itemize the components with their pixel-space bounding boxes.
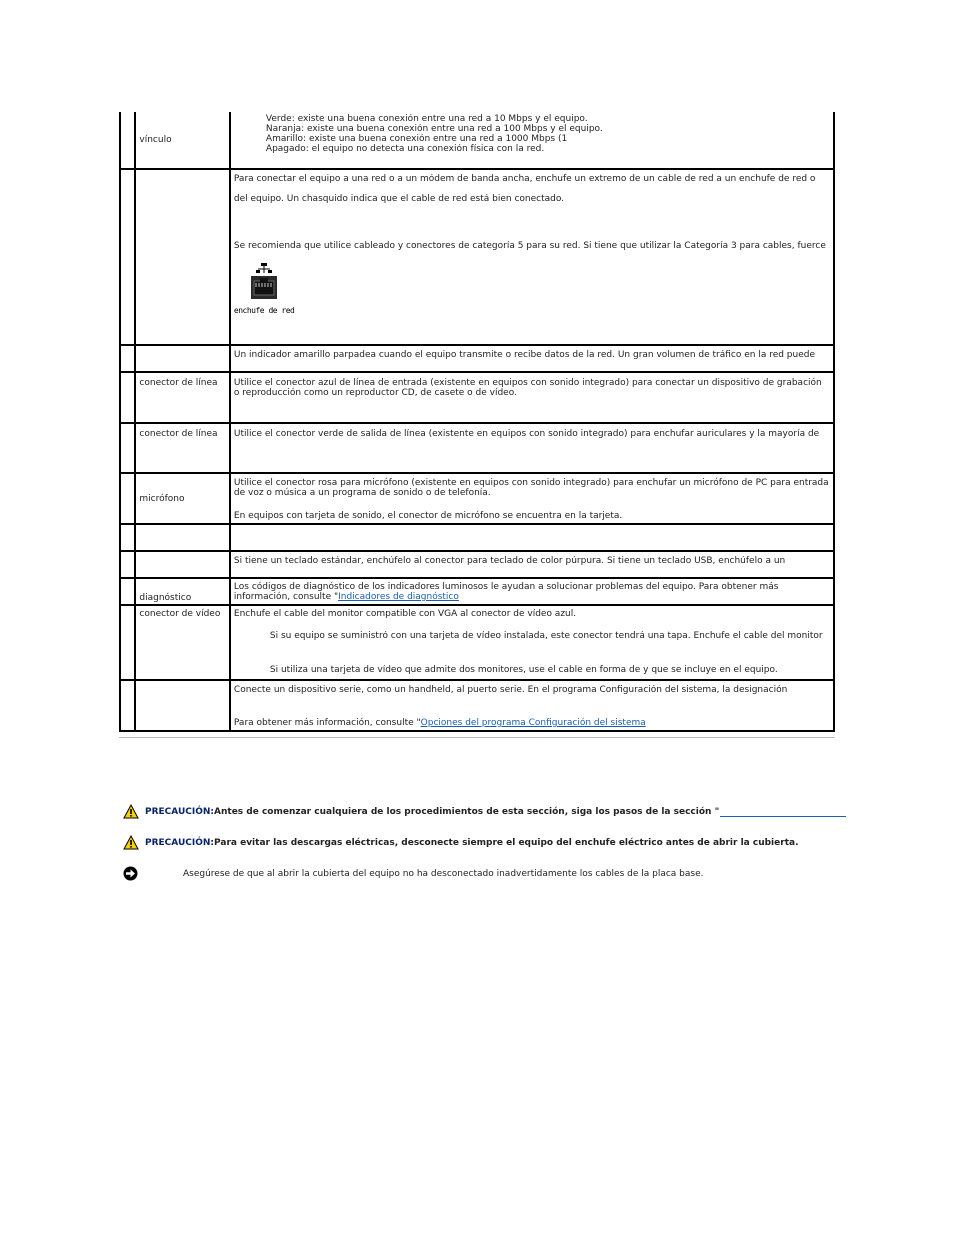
network-jack-caption: enchufe de red <box>233 306 295 315</box>
caution-text: Para evitar las descargas eléctricas, desconecte siempre el equipo del enchufe eléctrico antes de abrir la cubierta. <box>214 837 799 848</box>
row-desc-cell <box>230 345 834 372</box>
paragraph: Enchufe el cable del monitor compatible con VGA al conector de vídeo azul. <box>233 609 577 619</box>
connector-name: conector de línea <box>139 429 218 439</box>
table-row <box>120 524 834 551</box>
row-desc-cell <box>230 423 834 473</box>
list-item: Naranja: existe una buena conexión entre una red a 100 Mbps y el equipo. <box>265 124 603 134</box>
row-name-cell <box>135 524 230 551</box>
paragraph: Utilice el conector azul de línea de entrada (existente en equipos con sonido integrado) para conectar un dispositivo de grabación o reproducción como un reproductor CD, de casete o de vídeo. <box>233 378 822 398</box>
paragraph: Se recomienda que utilice cableado y conectores de categoría 5 para su red. Si tiene que utilizar la Categoría 3 para cables, fuerce <box>233 241 826 251</box>
note-paragraph: Si su equipo se suministró con una tarjeta de vídeo instalada, este conector tendrá una tapa. Enchufe el cable del monitor <box>269 631 823 641</box>
row-number-cell <box>120 169 135 345</box>
caution-text: Antes de comenzar cualquiera de los procedimientos de esta sección, siga los pasos de la sección " <box>214 806 720 817</box>
row-desc-cell <box>230 605 834 680</box>
row-number-cell <box>120 524 135 551</box>
system-setup-options-link[interactable]: Opciones del programa Configuración del sistema <box>420 718 646 728</box>
table-row <box>120 112 834 169</box>
caution-label: PRECAUCIÓN: <box>145 806 215 817</box>
row-name-cell <box>135 372 230 423</box>
table-row <box>120 169 834 345</box>
table-row <box>120 423 834 473</box>
row-number-cell <box>120 372 135 423</box>
list-item: Apagado: el equipo no detecta una conexión física con la red. <box>265 144 545 154</box>
table-row <box>120 551 834 578</box>
table-row <box>120 345 834 372</box>
paragraph: Si tiene un teclado estándar, enchúfelo al conector para teclado de color púrpura. Si tiene un teclado USB, enchúfelo a un <box>233 556 786 566</box>
paragraph: del equipo. Un chasquido indica que el cable de red está bien conectado. <box>233 194 565 204</box>
connector-name: conector de vídeo <box>139 609 221 619</box>
row-number-cell <box>120 473 135 524</box>
row-name-cell <box>135 169 230 345</box>
row-desc-cell <box>230 169 834 345</box>
paragraph: Conecte un dispositivo serie, como un handheld, al puerto serie. En el programa Configuración del sistema, la designación <box>233 685 788 695</box>
row-name-cell <box>135 605 230 680</box>
section-reference-link[interactable] <box>720 807 846 817</box>
row-number-cell <box>120 605 135 680</box>
paragraph: Un indicador amarillo parpadea cuando el equipo transmite o recibe datos de la red. Un gran volumen de tráfico en la red puede <box>233 350 816 360</box>
row-desc-cell <box>230 680 834 731</box>
paragraph: Para obtener más información, consulte " <box>233 718 421 728</box>
row-name-cell <box>135 423 230 473</box>
row-name-cell <box>135 345 230 372</box>
row-desc-cell <box>230 578 834 605</box>
list-item: Verde: existe una buena conexión entre una red a 10 Mbps y el equipo. <box>265 114 588 124</box>
caution-label: PRECAUCIÓN: <box>145 837 215 848</box>
link-status-list <box>234 114 830 154</box>
connector-name: diagnóstico <box>139 593 192 603</box>
caution-notice-2 <box>123 835 798 850</box>
row-desc-cell <box>230 112 834 169</box>
connector-name: micrófono <box>139 493 185 504</box>
row-desc-cell <box>230 551 834 578</box>
network-jack-figure <box>234 263 830 316</box>
paragraph: Utilice el conector verde de salida de línea (existente en equipos con sonido integrado) para enchufar auriculares y la mayoría de <box>233 429 820 439</box>
list-item: Amarillo: existe una buena conexión entre una red a 1000 Mbps (1 <box>265 134 568 144</box>
row-name-cell <box>135 680 230 731</box>
warning-triangle-icon <box>123 804 139 819</box>
table-row <box>120 605 834 680</box>
row-number-cell <box>120 423 135 473</box>
table-row <box>120 578 834 605</box>
connector-name: vínculo <box>139 135 172 145</box>
row-name-cell <box>135 473 230 524</box>
row-name-cell <box>135 551 230 578</box>
paragraph: En equipos con tarjeta de sonido, el conector de micrófono se encuentra en la tarjeta. <box>233 511 623 521</box>
row-name-cell <box>135 112 230 169</box>
row-number-cell <box>120 551 135 578</box>
row-desc-cell <box>230 524 834 551</box>
row-desc-cell <box>230 473 834 524</box>
notice-message <box>123 866 703 881</box>
row-number-cell <box>120 112 135 169</box>
row-number-cell <box>120 578 135 605</box>
table-row <box>120 372 834 423</box>
paragraph: Utilice el conector rosa para micrófono (existente en equipos con sonido integrado) para enchufar un micrófono de PC para entrada de voz o música a un programa de sonido o de telefonía. <box>233 478 829 498</box>
horizontal-divider <box>119 737 835 738</box>
warning-triangle-icon <box>123 835 139 850</box>
caution-notice-1 <box>123 804 846 819</box>
row-desc-cell <box>230 372 834 423</box>
table-row <box>120 680 834 731</box>
notice-arrow-icon <box>123 866 138 881</box>
row-number-cell <box>120 680 135 731</box>
row-name-cell <box>135 578 230 605</box>
paragraph: Los códigos de diagnóstico de los indicadores luminosos le ayudan a solucionar problemas del equipo. Para obtener más información, consulte " <box>233 582 779 602</box>
connector-table <box>119 112 835 732</box>
notice-text: Asegúrese de que al abrir la cubierta del equipo no ha desconectado inadvertidamente los cables de la placa base. <box>183 868 704 879</box>
paragraph: Para conectar el equipo a una red o a un módem de banda ancha, enchufe un extremo de un cable de red a un enchufe de red o <box>233 174 816 184</box>
note-paragraph: Si utiliza una tarjeta de vídeo que admite dos monitores, use el cable en forma de y que se incluye en el equipo. <box>269 665 778 675</box>
connector-name: conector de línea <box>139 378 218 388</box>
row-number-cell <box>120 345 135 372</box>
diagnostic-lights-link[interactable]: Indicadores de diagnóstico <box>338 592 459 602</box>
network-jack-icon <box>234 263 294 307</box>
table-row <box>120 473 834 524</box>
